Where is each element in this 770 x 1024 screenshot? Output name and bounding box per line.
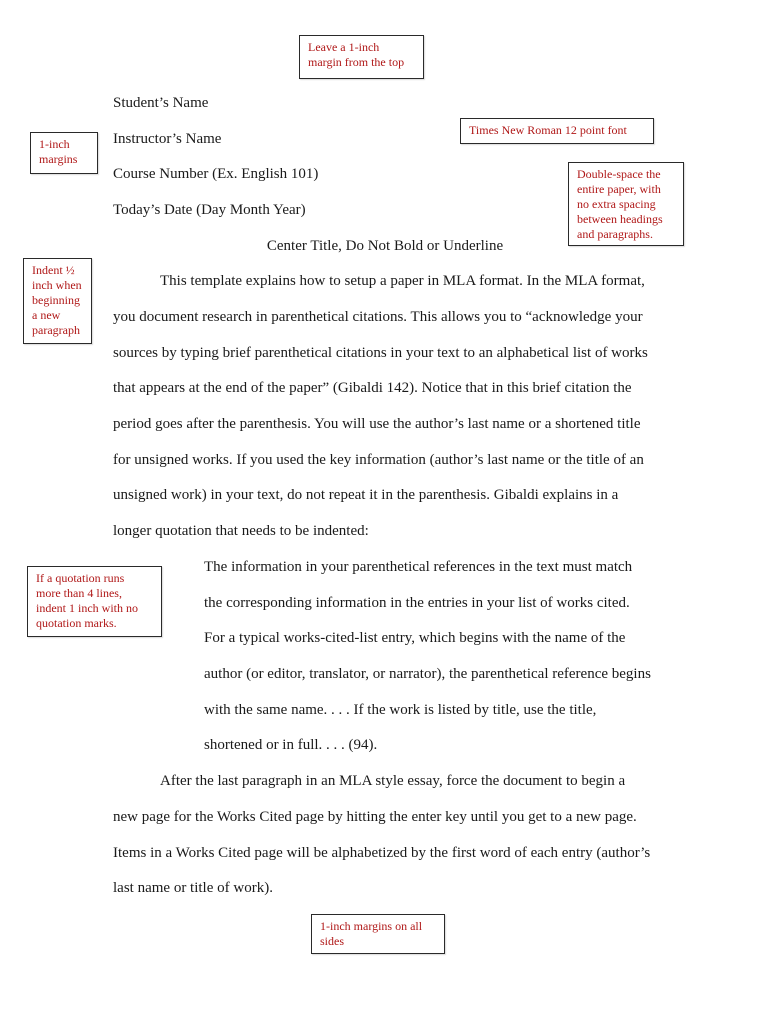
double-space-note: Double-space the entire paper, with no extra spacing between headings and paragraphs. bbox=[568, 162, 684, 246]
paragraph-line: you document research in parenthetical citations. This allows you to “acknowledge your bbox=[113, 309, 643, 325]
font-note: Times New Roman 12 point font bbox=[460, 118, 654, 144]
student-name: Student’s Name bbox=[113, 95, 209, 111]
paragraph-line: longer quotation that needs to be indented: bbox=[113, 523, 369, 539]
quotation-note: If a quotation runs more than 4 lines, indent 1 inch with no quotation marks. bbox=[27, 566, 162, 637]
paragraph-line: last name or title of work). bbox=[113, 880, 273, 896]
paragraph-line: This template explains how to setup a paper in MLA format. In the MLA format, bbox=[160, 273, 645, 289]
instructor-name: Instructor’s Name bbox=[113, 131, 222, 147]
indent-note: Indent ½ inch when beginning a new paragraph bbox=[23, 258, 92, 344]
bottom-margin-note: 1-inch margins on all sides bbox=[311, 914, 445, 954]
paragraph-line: sources by typing brief parenthetical citations in your text to an alphabetical list of works bbox=[113, 345, 648, 361]
paragraph-line: for unsigned works. If you used the key information (author’s last name or the title of an bbox=[113, 452, 644, 468]
paragraph-line: that appears at the end of the paper” (Gibaldi 142). Notice that in this brief citation the bbox=[113, 380, 632, 396]
block-quote-line: the corresponding information in the entries in your list of works cited. bbox=[204, 595, 630, 611]
margins-note: 1-inch margins bbox=[30, 132, 98, 174]
paragraph-line: new page for the Works Cited page by hitting the enter key until you get to a new page. bbox=[113, 809, 637, 825]
top-margin-note: Leave a 1-inch margin from the top bbox=[299, 35, 424, 79]
date-line: Today’s Date (Day Month Year) bbox=[113, 202, 306, 218]
paragraph-line: After the last paragraph in an MLA style essay, force the document to begin a bbox=[160, 773, 626, 789]
block-quote-line: with the same name. . . . If the work is listed by title, use the title, bbox=[204, 702, 597, 718]
block-quote-line: The information in your parenthetical references in the text must match bbox=[204, 559, 633, 575]
block-quote-line: shortened or in full. . . . (94). bbox=[204, 737, 378, 753]
paragraph-line: Items in a Works Cited page will be alphabetized by the first word of each entry (author’s bbox=[113, 845, 651, 861]
paragraph-line: unsigned work) in your text, do not repeat it in the parenthesis. Gibaldi explains in a bbox=[113, 487, 619, 503]
block-quote-line: author (or editor, translator, or narrator), the parenthetical reference begins bbox=[204, 666, 651, 682]
paper-title: Center Title, Do Not Bold or Underline bbox=[266, 238, 504, 254]
course-number: Course Number (Ex. English 101) bbox=[113, 166, 319, 182]
paragraph-line: period goes after the parenthesis. You will use the author’s last name or a shortened title bbox=[113, 416, 641, 432]
block-quote-line: For a typical works-cited-list entry, which begins with the name of the bbox=[204, 630, 626, 646]
